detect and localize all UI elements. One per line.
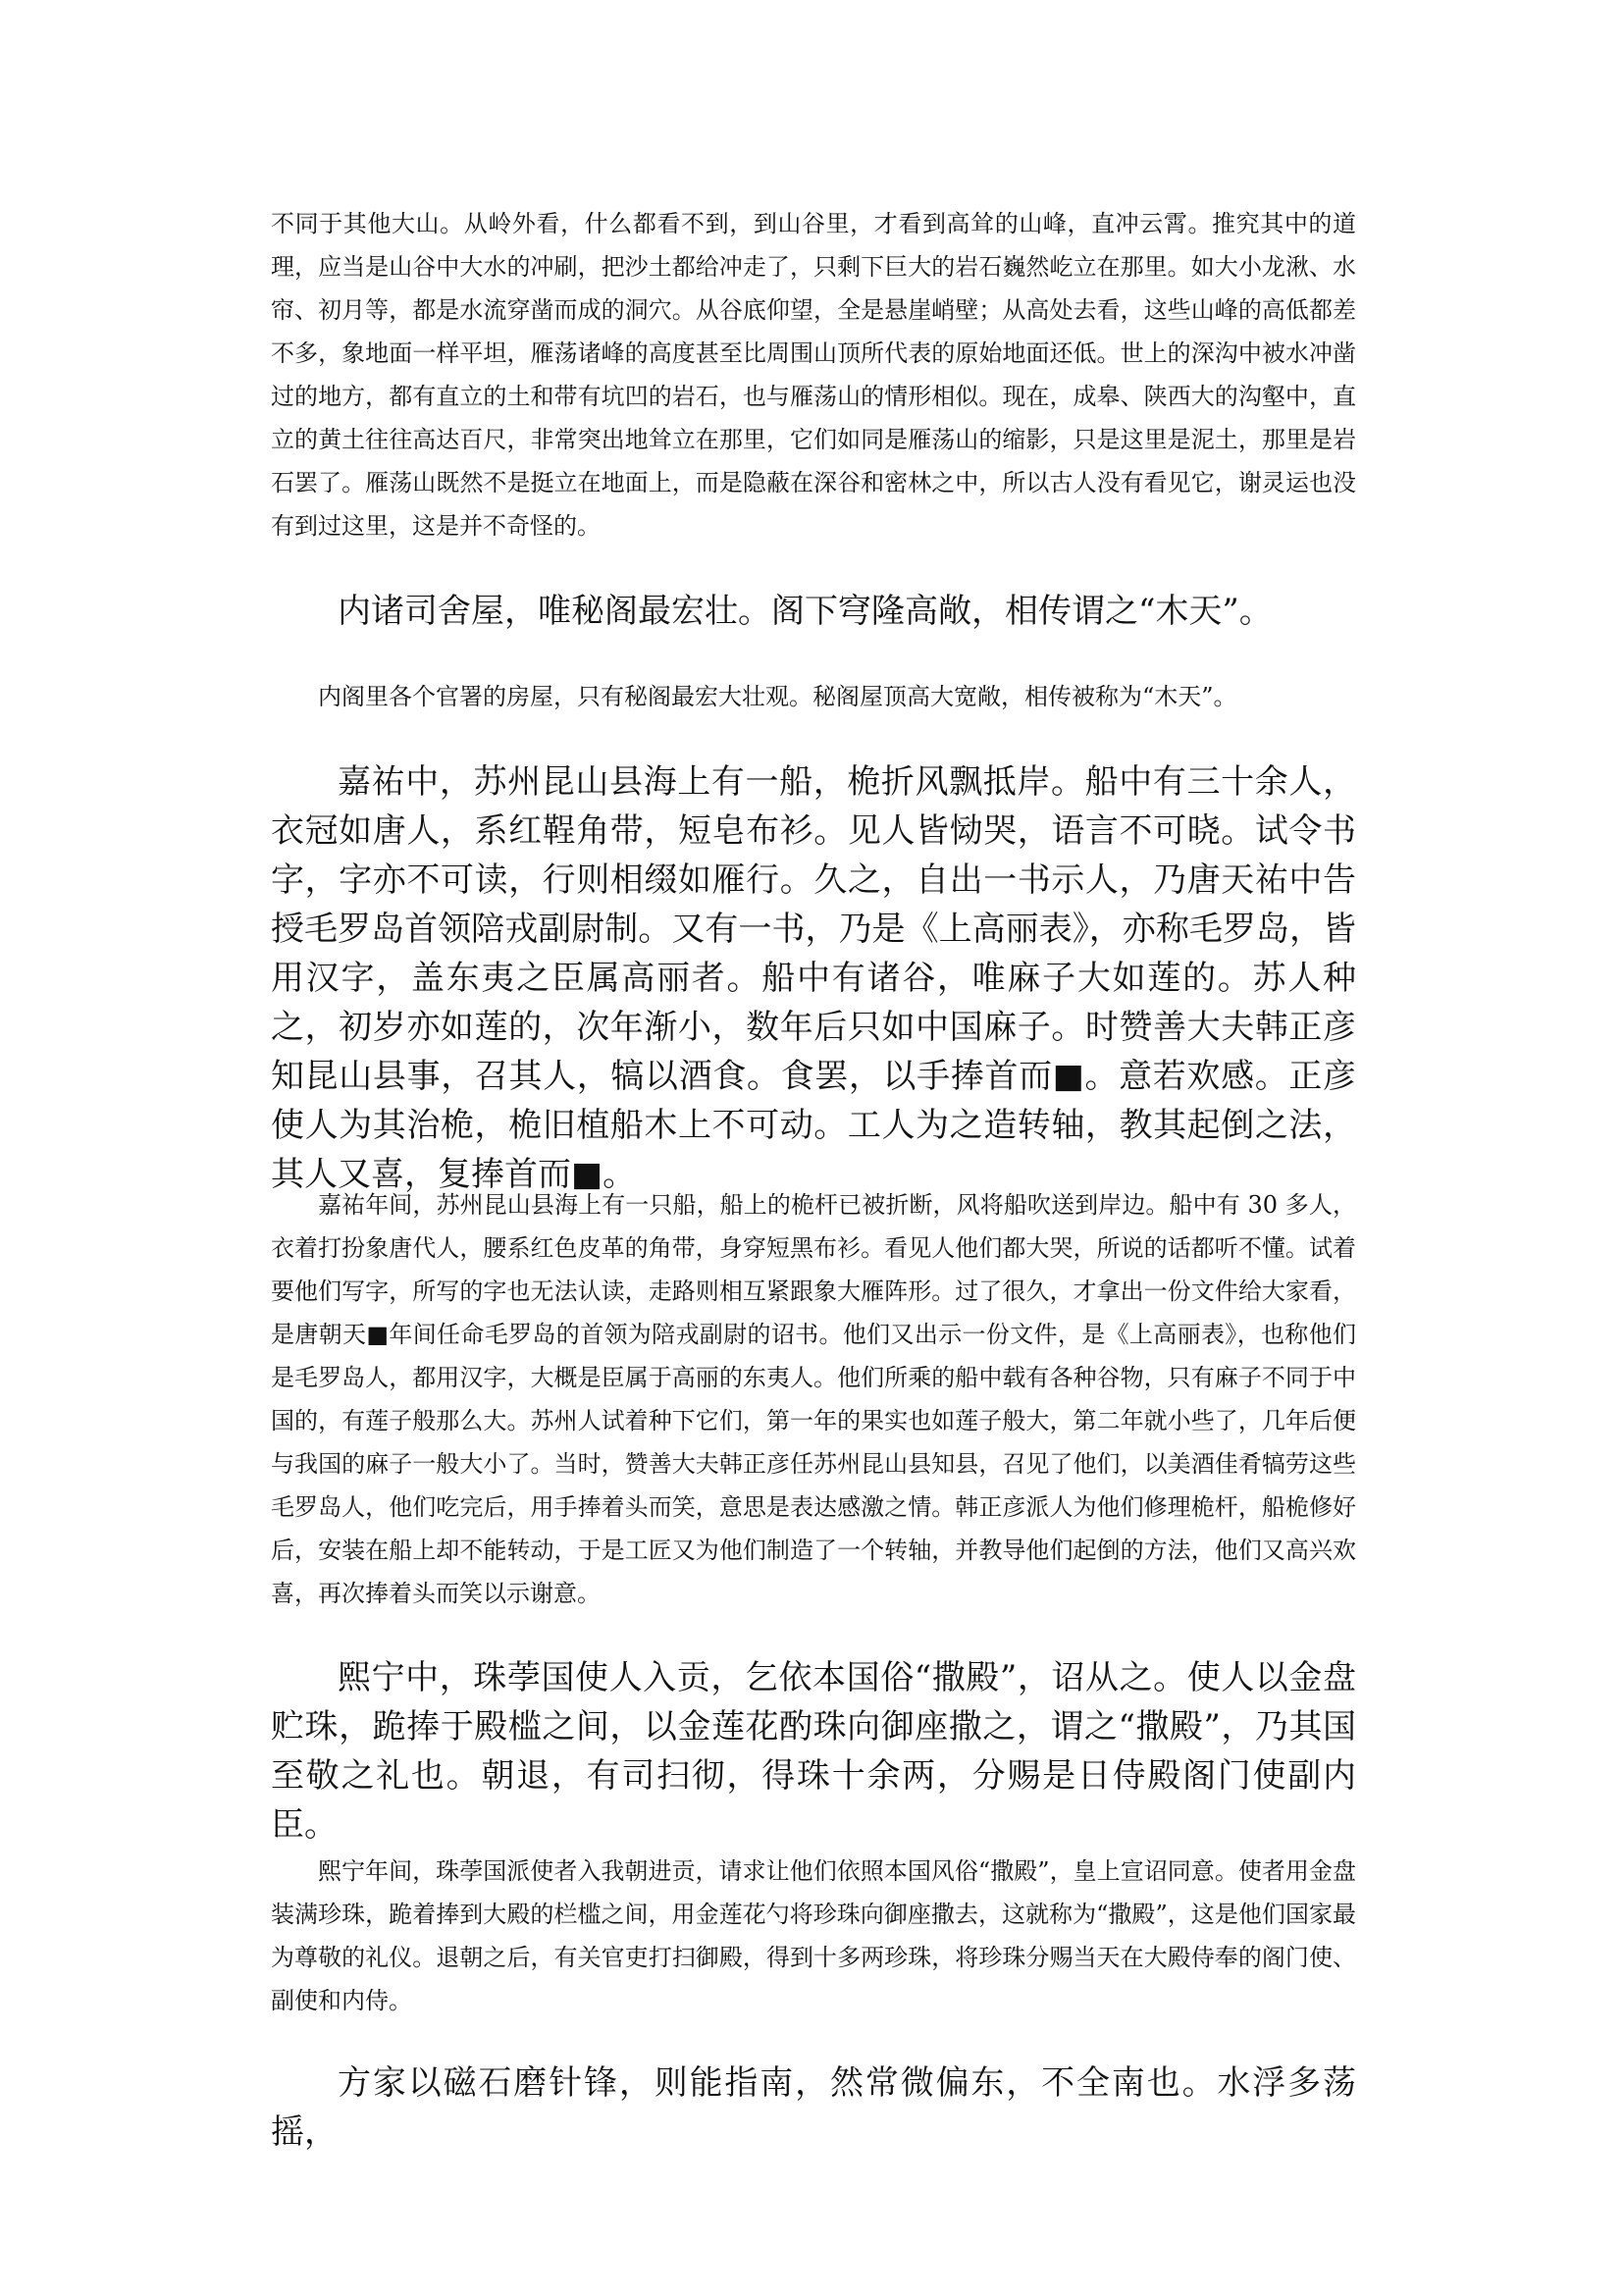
translation-paragraph-sadian: 熙宁年间，珠荸国派使者入我朝进贡，请求让他们依照本国风俗“撒殿”，皇上宣诏同意。使者用金盘装满珍珠，跪着捧到大殿的栏槛之间，用金莲花勺将珍珠向御座撒去，这就称为“撒殿”，这是他们国家最为尊敬的礼仪。退朝之后，有关官吏打扫御殿，得到十多两珍珠，将珍珠分赐当天在大殿侍奉的阁门使、副使和内侍。 — [271, 1857, 1356, 2014]
translation-paragraph-mutian: 内阁里各个官署的房屋，只有秘阁最宏大壮观。秘阁屋顶高大宽敞，相传被称为“木天”。 — [318, 683, 1237, 710]
translation-paragraph-maluodao: 嘉祐年间，苏州昆山县海上有一只船，船上的桅杆已被折断，风将船吹送到岸边。船中有 30 多人，衣着打扮象唐代人，腰系红色皮革的角带，身穿短黑布衫。看见人他们都大哭，所说的话都听不懂。试着要他们写字，所写的字也无法认读，走路则相互紧跟象大雁阵形。过了很久，才拿出一份文件给大家看，是唐朝天■年间任命毛罗岛的首领为陪戎副尉的诏书。他们又出示一份文件，是《上高丽表》，也称他们是毛罗岛人，都用汉字，大概是臣属于高丽的东夷人。他们所乘的船中载有各种谷物，只有麻子不同于中国的，有莲子般那么大。苏州人试着种下它们，第一年的果实也如莲子般大，第二年就小些了，几年后便与我国的麻子一般大小了。当时，赞善大夫韩正彦任苏州昆山县知县，召见了他们，以美酒佳肴犒劳这些毛罗岛人，他们吃完后，用手捧着头而笑，意思是表达感激之情。韩正彦派人为他们修理桅杆，船桅修好后，安装在船上却不能转动，于是工匠又为他们制造了一个转轴，并教导他们起倒的方法，他们又高兴欢喜，再次捧着头而笑以示谢意。 — [271, 1191, 1356, 1607]
original-paragraph-maluodao: 嘉祐中，苏州昆山县海上有一船，桅折风飘抵岸。船中有三十余人，衣冠如唐人，系红鞓角带，短皂布衫。见人皆恸哭，语言不可晓。试令书字，字亦不可读，行则相缀如雁行。久之，自出一书示人，乃唐天祐中告授毛罗岛首领陪戎副尉制。又有一书，乃是《上高丽表》，亦称毛罗岛，皆用汉字，盖东夷之臣属高丽者。船中有诸谷，唯麻子大如莲的。苏人种之，初岁亦如莲的，次年渐小，数年后只如中国麻子。时赞善大夫韩正彦知昆山县事，召其人，犒以酒食。食罢，以手捧首而■。意若欢感。正彦使人为其治桅，桅旧植船木上不可动。工人为之造转轴，教其起倒之法，其人又喜，复捧首而■。 — [271, 762, 1356, 1194]
original-paragraph-mutian: 内诸司舍屋，唯秘阁最宏壮。阁下穹隆高敞，相传谓之“木天”。 — [338, 592, 1273, 631]
original-paragraph-sadian: 熙宁中，珠荸国使人入贡，乞依本国俗“撒殿”，诏从之。使人以金盘贮珠，跪捧于殿槛之间，以金莲花酌珠向御座撒之，谓之“撒殿”，乃其国至敬之礼也。朝退，有司扫彻，得珠十余两，分赐是日侍殿阁门使副内臣。 — [271, 1658, 1356, 1845]
original-paragraph-cizhen: 方家以磁石磨针锋，则能指南，然常微偏东，不全南也。水浮多荡摇， — [271, 2063, 1356, 2152]
translation-paragraph-yandang: 不同于其他大山。从岭外看，什么都看不到，到山谷里，才看到高耸的山峰，直冲云霄。推究其中的道理，应当是山谷中大水的冲刷，把沙土都给冲走了，只剩下巨大的岩石巍然屹立在那里。如大小龙湫、水帘、初月等，都是水流穿凿而成的洞穴。从谷底仰望，全是悬崖峭壁；从高处去看，这些山峰的高低都差不多，象地面一样平坦，雁荡诸峰的高度甚至比周围山顶所代表的原始地面还低。世上的深沟中被水冲凿过的地方，都有直立的土和带有坑凹的岩石，也与雁荡山的情形相似。现在，成皋、陕西大的沟壑中，直立的黄土往往高达百尺，非常突出地耸立在那里，它们如同是雁荡山的缩影，只是这里是泥土，那里是岩石罢了。雁荡山既然不是挺立在地面上，而是隐蔽在深谷和密林之中，所以古人没有看见它，谢灵运也没有到过这里，这是并不奇怪的。 — [271, 210, 1356, 540]
